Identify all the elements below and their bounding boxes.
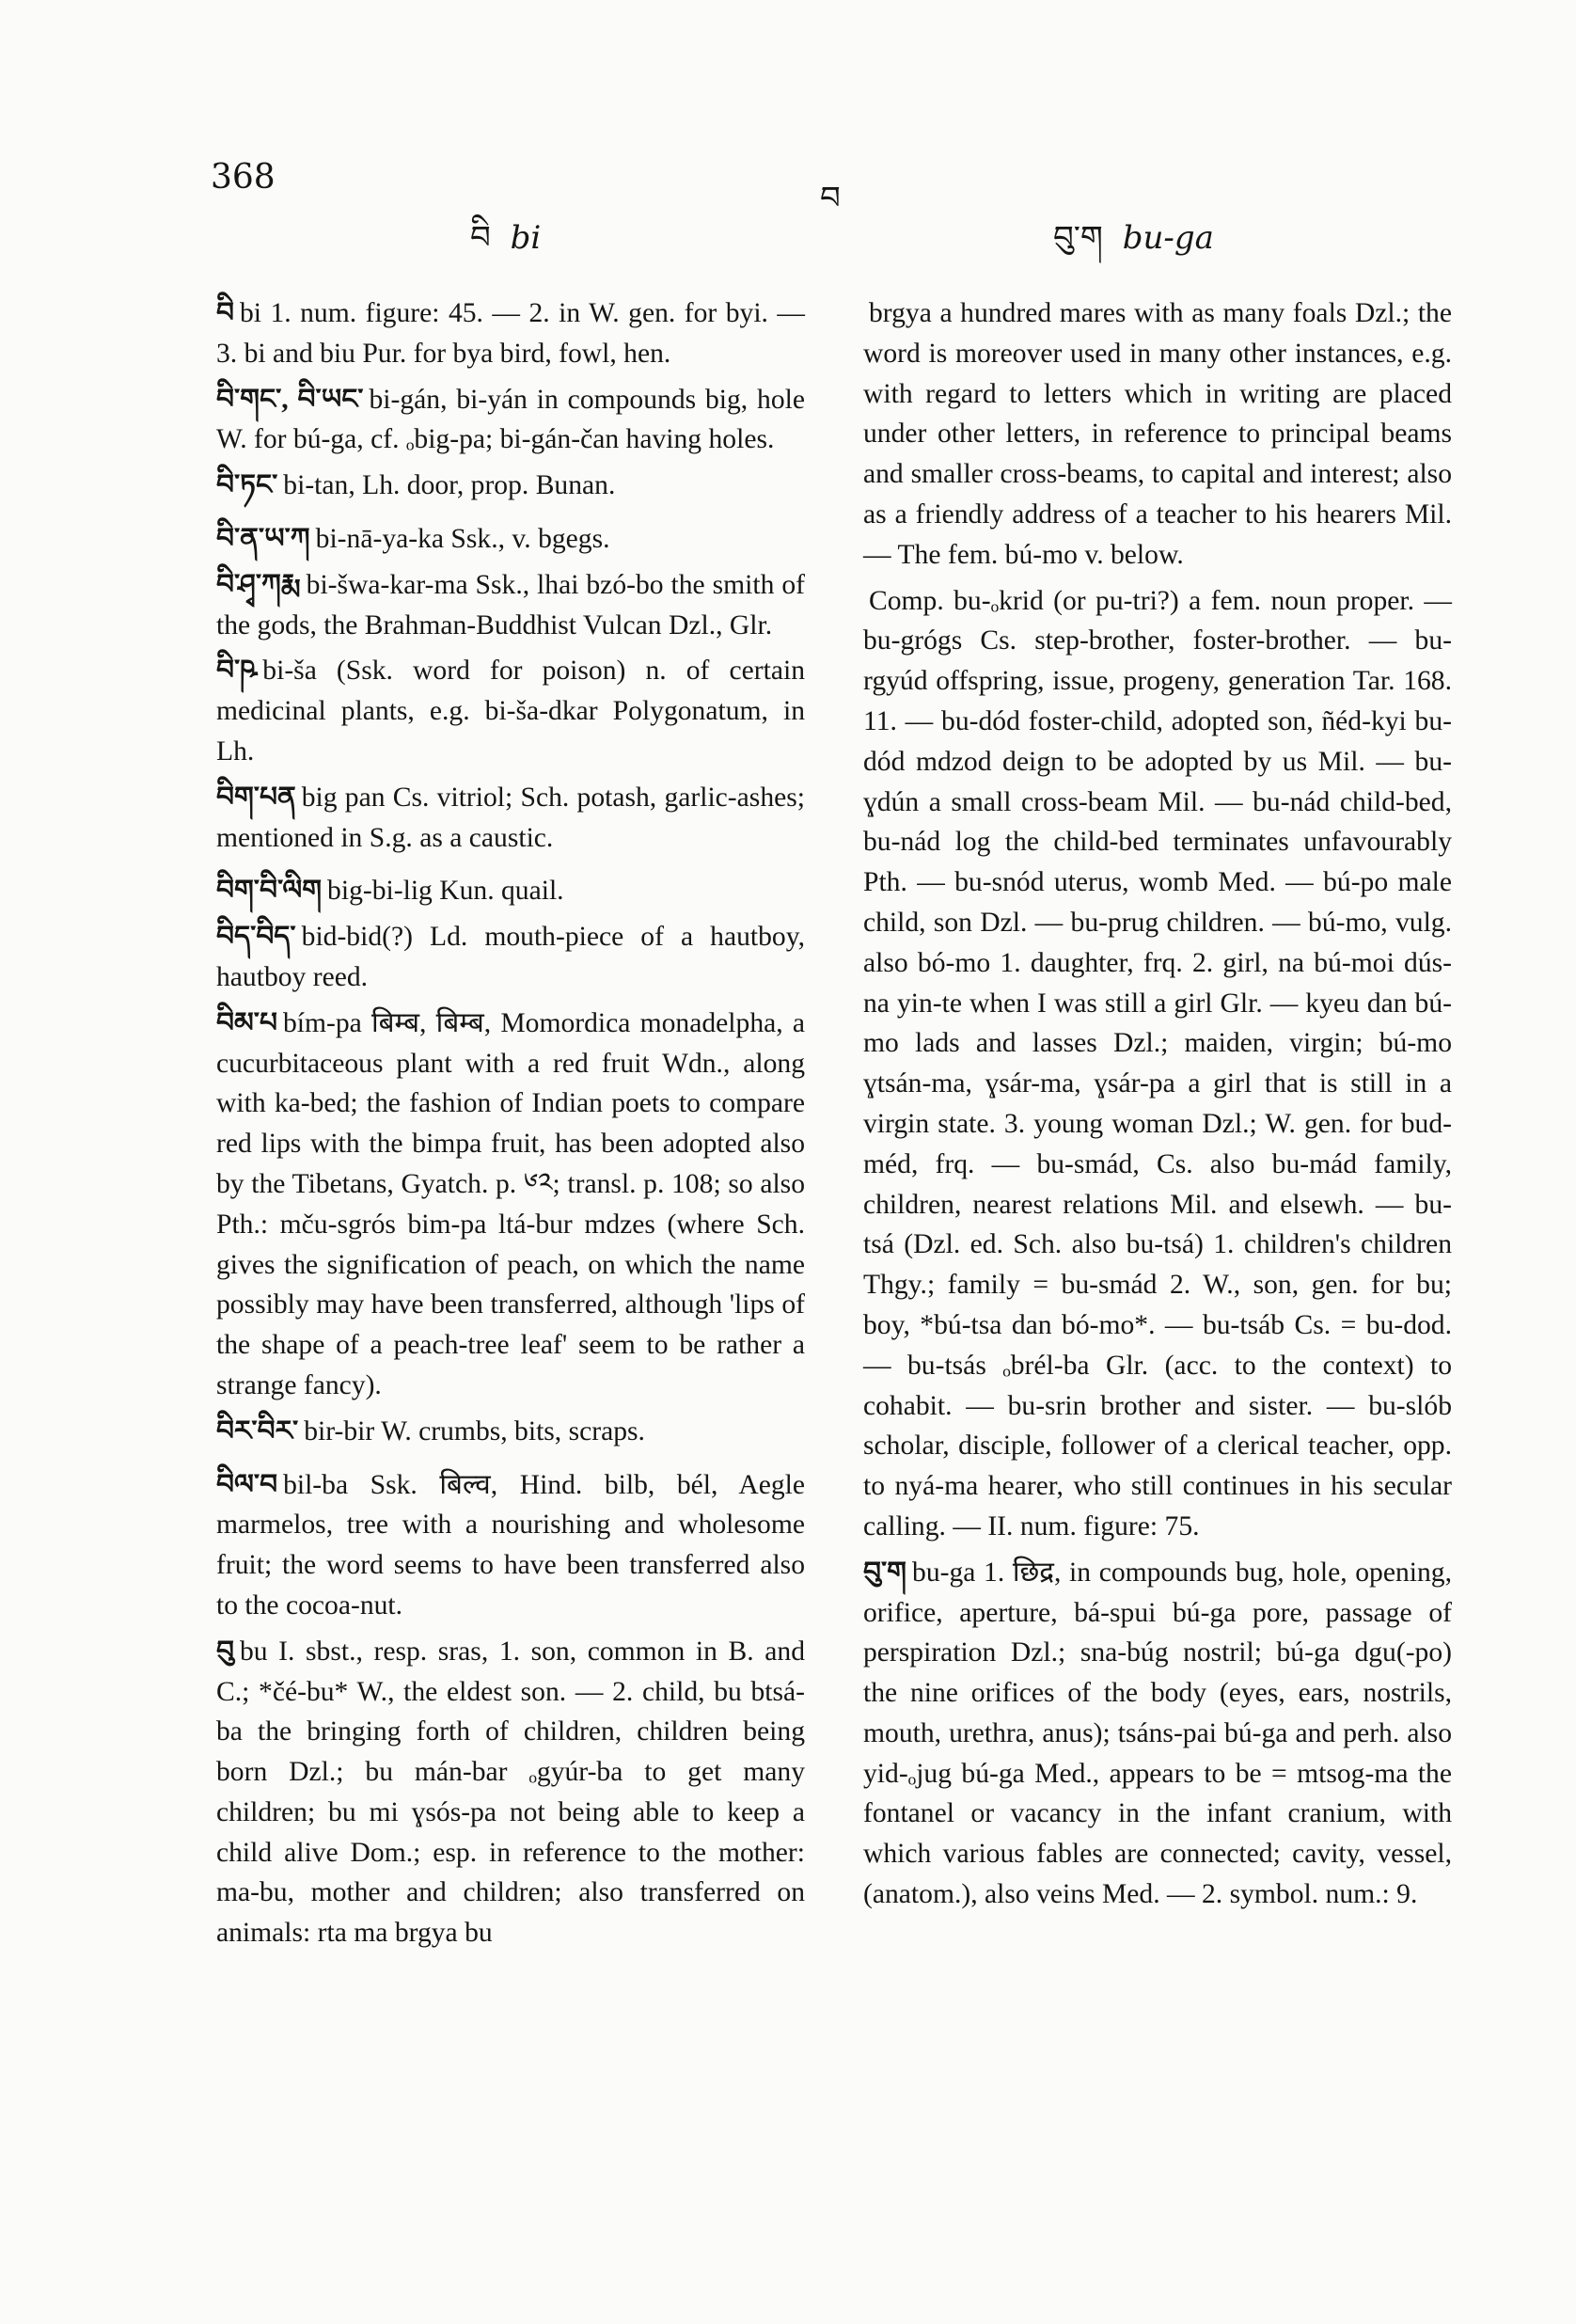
entry-bid-bid bbox=[216, 917, 805, 998]
entry-headword: བུ་ག bbox=[863, 1557, 907, 1588]
entry-text: big pan Cs. vitriol; Sch. potash, garlic-ashes; mentioned in S.g. as a caustic. bbox=[216, 782, 805, 853]
entry-headword: བི་ཥ bbox=[216, 656, 258, 687]
entry-headword: བིག་བི་ལིག bbox=[216, 876, 323, 907]
entry-bu-continued bbox=[863, 293, 1452, 576]
entry-bil-ba bbox=[216, 1465, 805, 1626]
entry-text: Comp. bu-ₒkrid (or pu-tri?) a fem. noun proper. — bu-grógs Cs. step-brother, foster-brother. — bu-rgyúd offspring, issue, progeny, generation Tar. 168. 11. — bu-dód foster-child, adopted son, ñéd-kyi bu-dód mdzod deign to be adopted by us Mil. — bu-ɣdún a small cross-beam Mil. — bu-nád child-bed, bu-nád log the child-bed terminates unfavourably Pth. — bu-snód uterus, womb Med. — bú-po male child, son Dzl. — bu-prug children. — bú-mo, vulg. also bó-mo 1. daughter, frq. 2. girl, na bú-moi dús-na yin-te when I was still a girl Glr. — kyeu dan bú-mo lads and lasses Dzl.; maiden, virgin; bú-mo ɣtsán-ma, ɣsár-ma, ɣsár-pa a girl that is still in a virgin state. 3. young woman Dzl.; W. gen. for bud-méd, frq. — bu-smád, Cs. also bu-mád family, children, nearest relations Mil. and elsewh. — bu-tsá (Dzl. ed. Sch. also bu-tsá) 1. children's children Thgy.; family = bu-smád 2. W., son, gen. for bu; boy, *bú-tsa dan bó-mo*. — bu-tsáb Cs. = bu-dod. — bu-tsás ₒbrél-ba Glr. (acc. to the context) to cohabit. — bu-srin brother and sister. — bu-slób scholar, disciple, follower of a clerical teacher, opp. to nyá-ma hearer, who still continues in his secular calling. — II. num. figure: 75. bbox=[863, 585, 1452, 1541]
page-header bbox=[211, 158, 1311, 261]
entry-text: bi-nā-ya-ka Ssk., v. bgegs. bbox=[315, 523, 610, 554]
entry-headword: བིམ་པ bbox=[216, 1007, 277, 1038]
entry-text: bi-ša (Ssk. word for poison) n. of certain medicinal plants, e.g. bi-ša-dkar Polygonatum, in Lh. bbox=[216, 656, 805, 767]
entry-text: big-bi-lig Kun. quail. bbox=[327, 876, 564, 907]
entry-bu bbox=[216, 1632, 805, 1953]
entry-headword: བིད་བིད་ bbox=[216, 922, 296, 953]
entry-headword: བི་ཤྭ་ཀརྨ bbox=[216, 569, 301, 600]
entry-text: bi-šwa-kar-ma Ssk., lhai bzó-bo the smith of the gods, the Brahman-Buddhist Vulcan Dzl., Glr. bbox=[216, 569, 805, 640]
entry-bir-bir bbox=[216, 1412, 805, 1452]
entry-headword: བུ bbox=[216, 1636, 234, 1667]
entry-bu-compounds bbox=[863, 581, 1452, 1547]
right-column bbox=[863, 293, 1452, 1921]
running-head-left-tibetan: བི bbox=[470, 219, 491, 257]
entry-text: bi 1. num. figure: 45. — 2. in W. gen. for byi. — 3. bi and biu Pur. for bya bird, fowl, hen. bbox=[216, 298, 805, 369]
entry-text: bu I. sbst., resp. sras, 1. son, common in B. and C.; *čé-bu* W., the eldest son. — 2. child, bu btsá-ba the bringing forth of children, children being born Dzl.; bu mán-bar ₒgyúr-ba to get many children; bu mi ɣsós-pa not being able to keep a child alive Dom.; esp. in reference to the mother: ma-bu, mother and children; also transferred on animals: rta ma brgya bu bbox=[216, 1636, 805, 1949]
running-head-right-tibetan: བུ་ག bbox=[1053, 219, 1103, 257]
entry-headword: བི་ཏང་ bbox=[216, 470, 278, 501]
entry-text: bid-bid(?) Ld. mouth-piece of a hautboy, hautboy reed. bbox=[216, 922, 805, 992]
running-head-left-latin: bi bbox=[510, 219, 542, 257]
entry-bi-sa bbox=[216, 651, 805, 771]
entry-text: bir-bir W. crumbs, bits, scraps. bbox=[304, 1415, 645, 1447]
entry-text: bil-ba Ssk. बिल्व, Hind. bilb, bél, Aegle marmelos, tree with a nourishing and wholesome fruit; the word seems to have been transferred also to the cocoa-nut. bbox=[216, 1469, 805, 1620]
entry-headword: བི་ན་ཡ་ཀ bbox=[216, 523, 310, 554]
entry-bu-ga bbox=[863, 1553, 1452, 1915]
page-number: 368 bbox=[211, 158, 276, 197]
entry-text: bi-tan, Lh. door, prop. Bunan. bbox=[283, 470, 616, 501]
entry-headword: བི་གང་, བི་ཡང་ bbox=[216, 384, 364, 415]
entry-text: bím-pa बिम्ब, बिम्ब, Momordica monadelpha, a cucurbitaceous plant with a red fruit Wdn., along with ka-bed; the fashion of Indian poets to compare red lips with the bimpa fruit, has been adopted also by the Tibetans, Gyatch. p. ༦༢; transl. p. 108; so also Pth.: mču-sgrós bim-pa ltá-bur mdzes (where Sch. gives the signification of peach, on which the name possibly may have been transferred, although 'lips of the shape of a peach-tree leaf' seem to be rather a strange fancy). bbox=[216, 1007, 805, 1400]
entry-bi-gan bbox=[216, 380, 805, 461]
entry-big-pan bbox=[216, 778, 805, 859]
section-letter: བ bbox=[820, 180, 841, 217]
entry-bi-tan bbox=[216, 466, 805, 506]
entry-text: bu-ga 1. छिद्र, in compounds bug, hole, opening, orifice, aperture, bá-spui bú-ga pore, passage of perspiration Dzl.; sna-búg nostril; bú-ga dgu(-po) the nine orifices of the body (eyes, ears, nostrils, mouth, urethra, anus); tsáns-pai bú-ga and perh. also yid-ₒjug bú-ga Med., appears to be = mtsog-ma the fontanel or vacancy in the infant cranium, with which various fables are connected; cavity, vessel, (anatom.), also veins Med. — 2. symbol. num.: 9. bbox=[863, 1557, 1452, 1910]
entry-big-bi-lig bbox=[216, 871, 805, 911]
entry-headword: བིལ་བ bbox=[216, 1469, 278, 1500]
entry-text: brgya a hundred mares with as many foals Dzl.; the word is moreover used in many other instances, e.g. with regard to letters which in writing are placed under other letters, in reference to principal beams and smaller cross-beams, to capital and interest; also as a friendly address of a teacher to his hearers Mil. — The fem. bú-mo v. below. bbox=[863, 298, 1452, 570]
entry-text: bi-gán, bi-yán in compounds big, hole W. for bú-ga, cf. ₒbig-pa; bi-gán-čan having holes. bbox=[216, 384, 805, 455]
running-head-right bbox=[1053, 201, 1214, 292]
entry-headword: བིག་པན bbox=[216, 782, 296, 813]
running-head-left bbox=[470, 201, 541, 292]
entry-headword: བི bbox=[216, 298, 234, 328]
running-head-right-latin: bu-ga bbox=[1122, 219, 1214, 257]
left-column bbox=[216, 293, 805, 1959]
entry-bi-na-ya-ka bbox=[216, 519, 805, 560]
entry-bi bbox=[216, 293, 805, 374]
entry-bi-swa-karma bbox=[216, 565, 805, 646]
entry-headword: བིར་བིར་ bbox=[216, 1415, 299, 1447]
entry-bim-pa bbox=[216, 1004, 805, 1406]
